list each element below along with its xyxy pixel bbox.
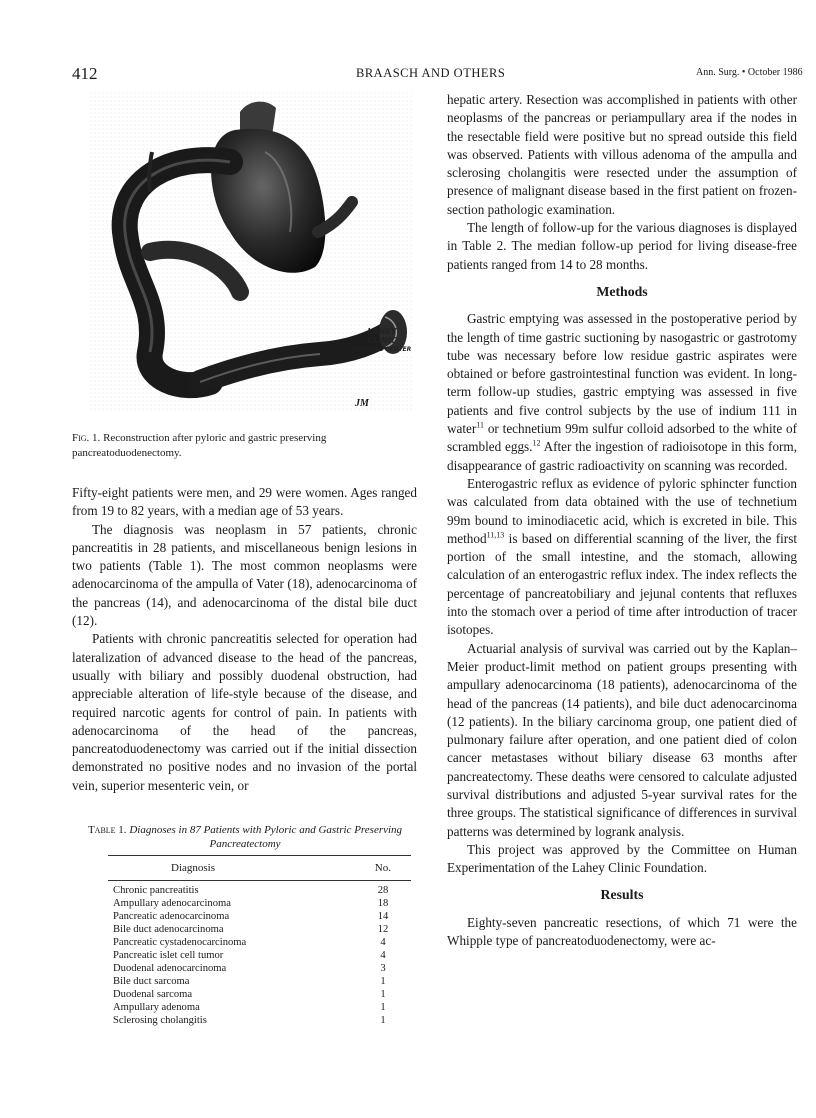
table-cell-diagnosis: Sclerosing cholangitis (113, 1014, 207, 1026)
table-cell-diagnosis: Pancreatic islet cell tumor (113, 949, 224, 961)
table-cell-count: 1 (380, 1014, 386, 1026)
table-cell-count: 1 (380, 975, 386, 987)
logo-line-3: MEDICAL CENTER (352, 346, 412, 353)
table-row (108, 1002, 411, 1015)
diagnoses-table (108, 855, 411, 1027)
table-cell-diagnosis: Ampullary adenocarcinoma (113, 897, 231, 909)
table-row (108, 937, 411, 950)
table-body (108, 885, 411, 1027)
table-caption-text: Diagnoses in 87 Patients with Pyloric and Gastric Preserving Pancreatectomy (129, 824, 403, 850)
running-head-journal: Ann. Surg. • October 1986 (696, 67, 803, 78)
table-row (108, 989, 411, 1002)
table-header-diagnosis: Diagnosis (171, 862, 215, 874)
table-cell-count: 12 (377, 923, 389, 935)
table-cell-diagnosis: Ampullary adenoma (113, 1001, 200, 1013)
methods-heading: Methods (596, 283, 648, 299)
results-heading: Results (600, 887, 644, 903)
left-column-text (72, 484, 417, 795)
table-header-no: No. (374, 862, 391, 874)
table-cell-count: 4 (380, 936, 386, 948)
table-cell-diagnosis: Bile duct sarcoma (113, 975, 190, 987)
table-cell-count: 14 (377, 910, 389, 922)
table-caption-label: Table 1. (87, 824, 127, 836)
table-row (108, 898, 411, 911)
table-row (108, 911, 411, 924)
table-cell-diagnosis: Bile duct adenocarcinoma (113, 923, 224, 935)
table-header-row (108, 856, 411, 880)
table-cell-diagnosis: Pancreatic cystadenocarcinoma (113, 936, 247, 948)
running-head-authors: BRAASCH AND OTHERS (356, 66, 506, 80)
table-cell-diagnosis: Duodenal adenocarcinoma (113, 962, 227, 974)
table-row (108, 976, 411, 989)
logo-line-1: LAHEY (367, 327, 397, 336)
logo-line-2: CLINIC (367, 336, 397, 345)
table-row (108, 885, 411, 898)
paragraph-gastric-emptying: Gastric emptying was assessed in the postoperative period by the length of time gastric suctioning by nasogastric or gastrotomy tube was necessary before low residue gastric aspirates were obtained or before gastrointestinal function was evident. In long-term follow-up studies, gastric emptying was assessed in five patients and five control subjects by the use of indium 111 in water$^{11}$ or technetium 99m sulfur colloid adsorbed to the white of scrambled eggs.$^{12}$ After the ingestion of radioisotope in this form, disappearance of gastric radioactivity on scanning was recorded. (447, 311, 797, 473)
figure-caption-text: Reconstruction after pyloric and gastric preserving pancreatoduodenectomy. (72, 432, 327, 459)
table-row (108, 924, 411, 937)
paragraph-demographics: Fifty-eight patients were men, and 29 were women. Ages ranged from 19 to 82 years, with a median age of 53 years. (72, 485, 417, 519)
figure-caption-label: Fig. 1. (72, 432, 101, 444)
paragraph-enterogastric-reflux: Enterogastric reflux as evidence of pyloric sphincter function was calculated from data obtained with the use of technetium 99m bound to iminodiacetic acid, which is excreted in bile. This method$^{11,13}$ is based on differential scanning of the liver, the first portion of the small intestine, and the stomach, allowing calculation of an enterogastric reflux index. The index reflects the percentage of pancreatobiliary and jejunal contents that refluxes into the stomach over a period of time after introduction of tracer isotopes. (447, 475, 797, 638)
paragraph-approval: This project was approved by the Committee on Human Experimentation of the Lahey Clinic Foundation. (447, 841, 797, 876)
page-number: 412 (72, 64, 98, 83)
paragraph-chronic-pancreatitis: Patients with chronic pancreatitis selected for operation had lateralization of advanced disease to the head of the pancreas, usually with biliary and possibly duodenal obstruction, had appreciable alteration of life-style because of the disease, and required narcotic agents for control of pain. In patients with adenocarcinoma of the head of the pancreas, pancreatoduodenectomy was carried out if the initial dissection demonstrated no positive nodes and no invasion of the portal vein, superior mesenteric vein, or (72, 631, 417, 793)
table-cell-diagnosis: Duodenal sarcoma (113, 988, 193, 1000)
table-caption (86, 823, 404, 851)
paragraph-resection: hepatic artery. Resection was accomplished in patients with other neoplasms of the pancreas or periampullary area if the nodes in the resectable field were positive but no spread outside this field was observed. Patients with villous adenoma of the ampulla and sclerosing cholangitis were resected under the assumption of presence of malignant disease based in the first patient on frozen-section pathologic examination. (447, 92, 797, 217)
table-cell-count: 4 (380, 949, 386, 961)
paragraph-diagnosis: The diagnosis was neoplasm in 57 patients, chronic pancreatitis in 28 patients, and miscellaneous benign lesions in two patients (Table 1). The most common neoplasms were adenocarcinoma of the ampulla of Vater (18), adenocarcinoma of the pancreas (14), and adenocarcinoma of the distal bile duct (12). (72, 521, 417, 629)
figure-caption (72, 431, 417, 461)
table-cell-count: 18 (377, 897, 389, 909)
table-row (108, 963, 411, 976)
table-row (108, 1015, 411, 1028)
table-cell-count: 3 (380, 962, 386, 974)
paragraph-follow-up: The length of follow-up for the various diagnoses is displayed in Table 2. The median follow-up period for living disease-free patients ranged from 14 to 28 months. (447, 220, 797, 272)
right-column-text (447, 91, 797, 950)
paragraph-survival-analysis: Actuarial analysis of survival was carried out by the Kaplan–Meier product-limit method on patient groups presenting with ampullary adenocarcinoma (18 patients), adenocarcinoma of the head of the pancreas (14 patients), and bile duct adenocarcinoma (12 patients). In the biliary carcinoma group, one patient died of pulmonary failure after operation, and one patient died of colon cancer metastases without biliary disease 63 months after pancreatectomy. These deaths were censored to calculate adjusted survival distributions and adjusted 5-year survival rates for the three groups. The statistical significance of differences in survival patterns was determined by logrank analysis. (447, 640, 797, 839)
table-cell-count: 28 (377, 885, 389, 896)
artist-signature: JM (355, 398, 369, 409)
table-cell-count: 1 (380, 1001, 386, 1013)
reconstruction-drawing (90, 92, 412, 410)
lahey-clinic-logo (352, 327, 412, 354)
table-cell-count: 1 (380, 988, 386, 1000)
paragraph-results: Eighty-seven pancreatic resections, of which 71 were the Whipple type of pancreatoduodenectomy, were ac- (447, 914, 797, 949)
table-cell-diagnosis: Chronic pancreatitis (113, 885, 199, 896)
figure-reconstruction-illustration (90, 92, 412, 410)
table-row (108, 950, 411, 963)
table-cell-diagnosis: Pancreatic adenocarcinoma (113, 910, 230, 922)
